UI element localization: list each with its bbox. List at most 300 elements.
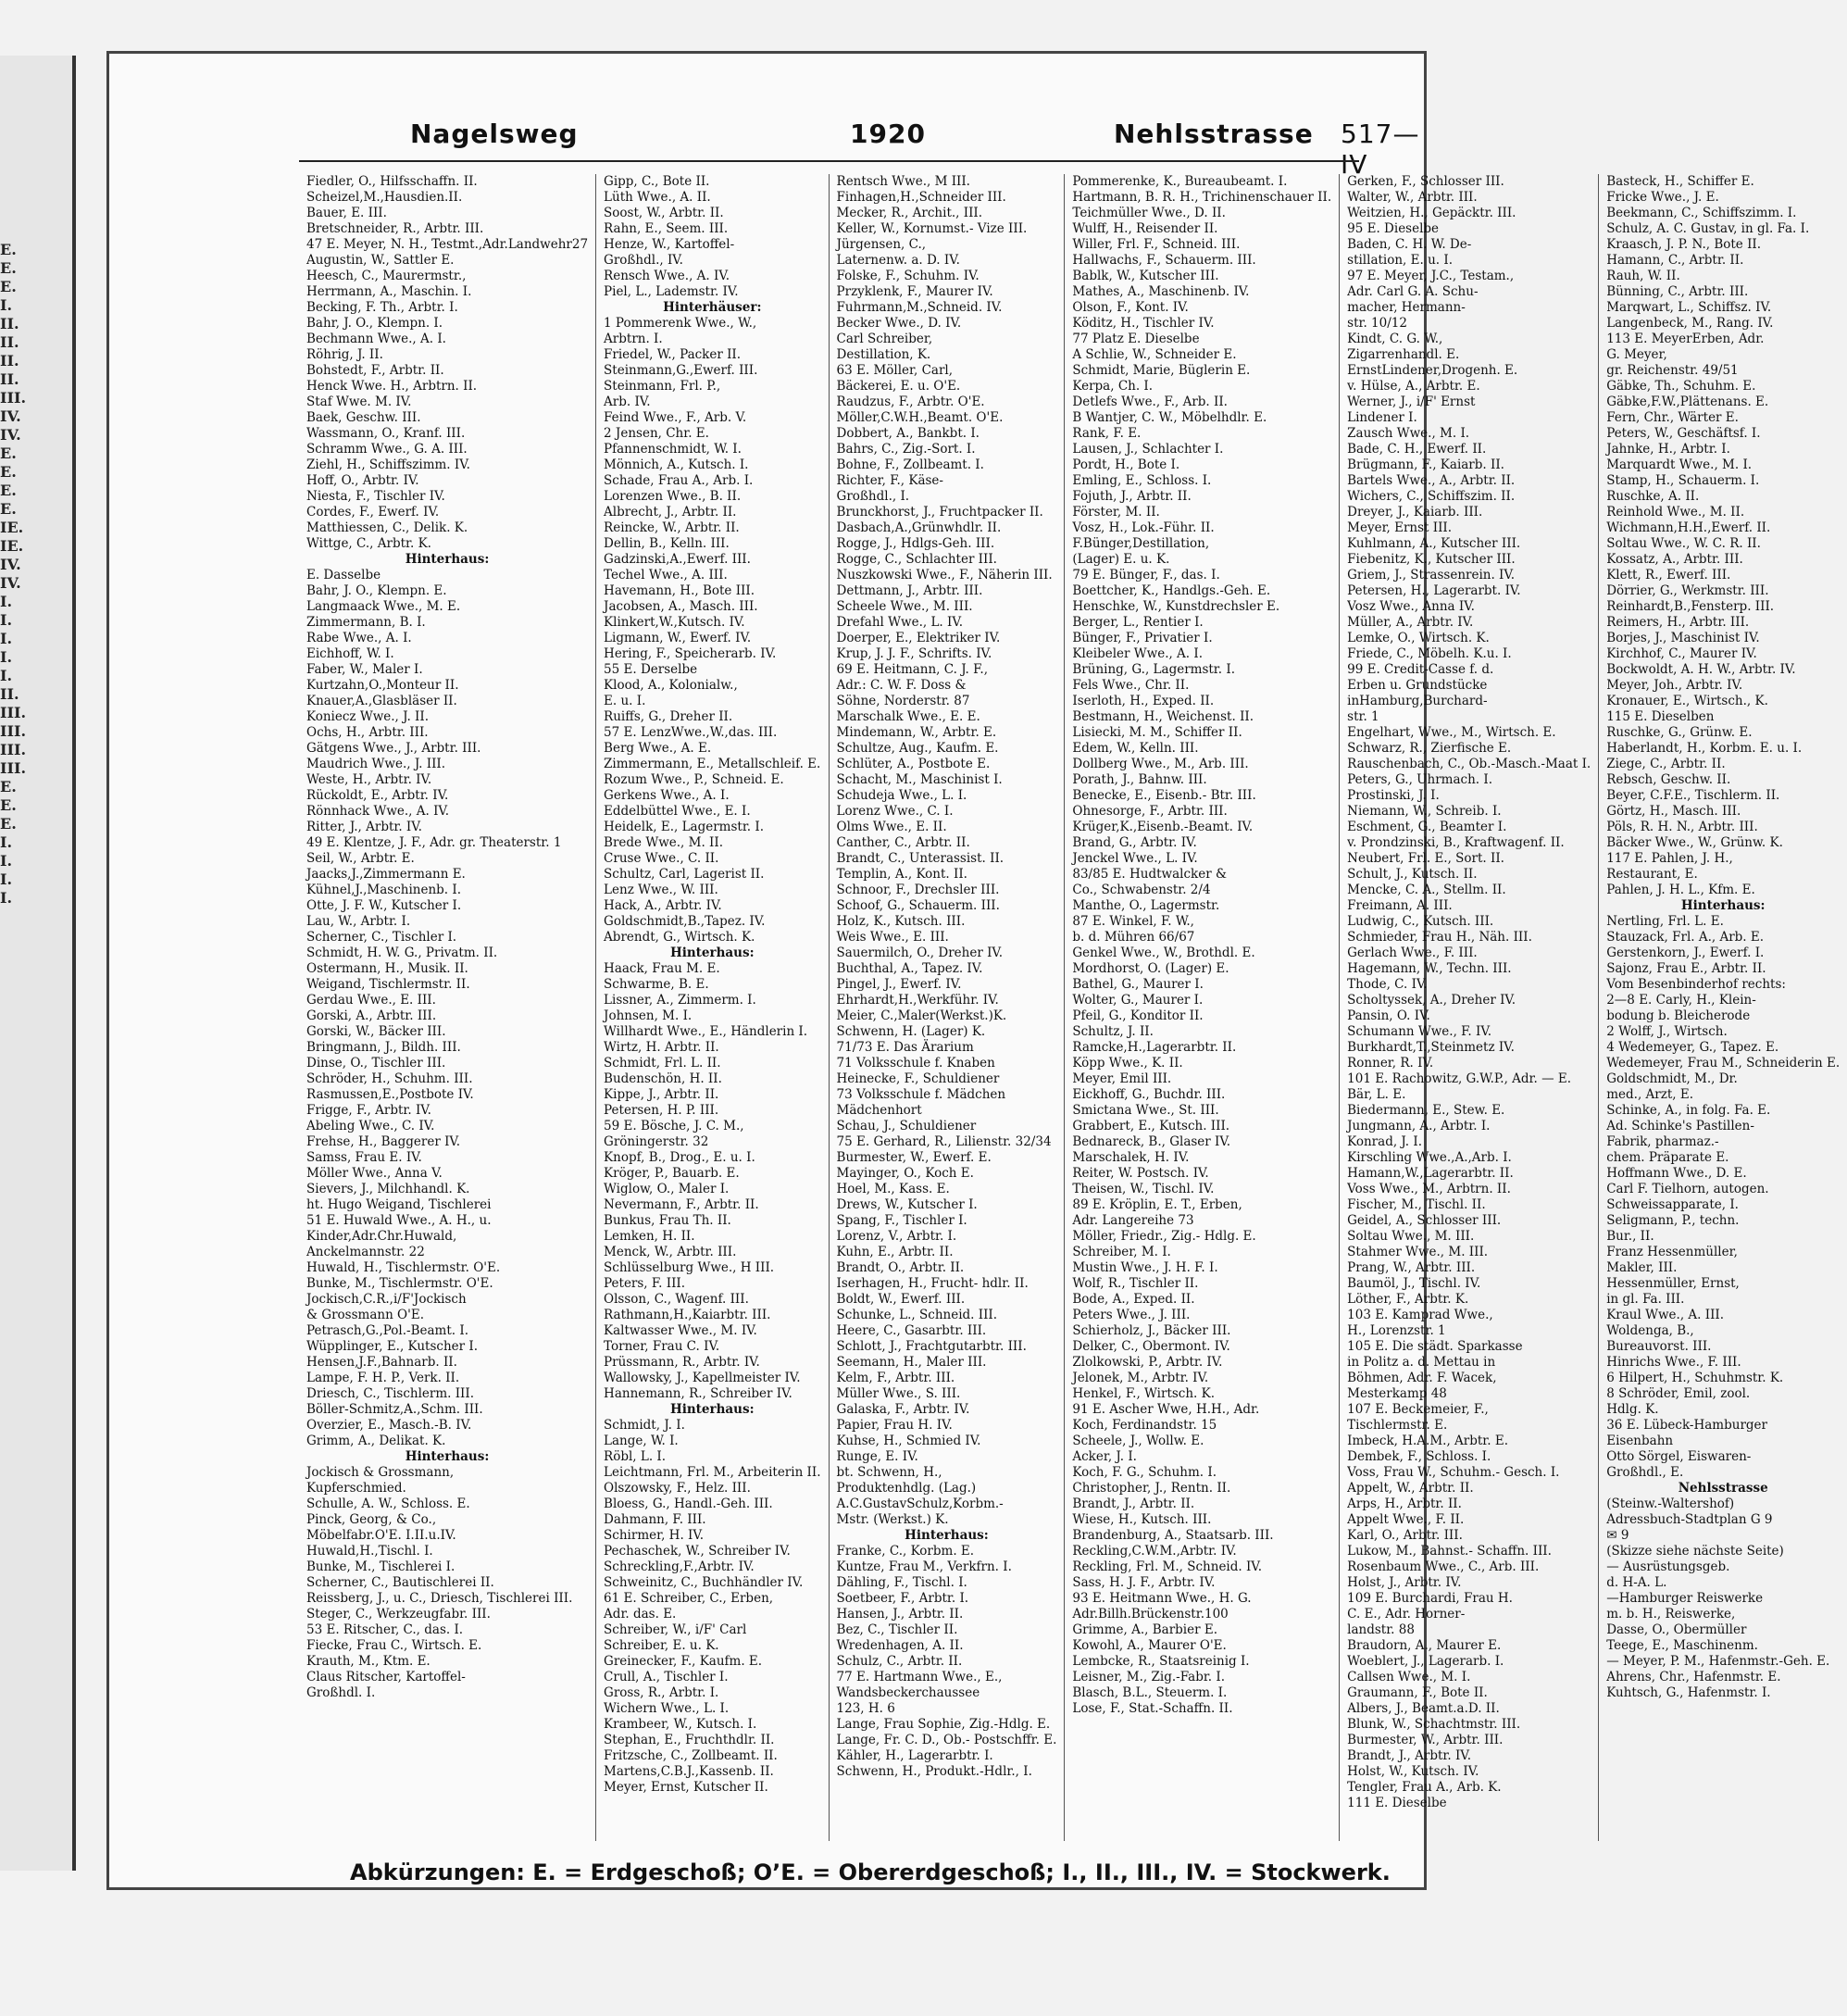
directory-entry: Schoof, G., Schauerm. III. xyxy=(836,898,1000,913)
directory-entry: Schumann Wwe., F. IV. xyxy=(1347,1024,1492,1039)
directory-entry: Budenschön, H. II. xyxy=(604,1071,722,1086)
directory-entry: Hannemann, R., Schreiber IV. xyxy=(604,1386,792,1401)
directory-entry: Henze, W., Kartoffel- xyxy=(604,237,735,252)
directory-entry: Przyklenk, F., Maurer IV. xyxy=(836,284,993,299)
directory-entry: Rank, F. E. xyxy=(1072,426,1142,441)
directory-entry: Röhrig, J. II. xyxy=(306,347,383,362)
directory-entry: Nehlsstrasse xyxy=(1678,1481,1768,1496)
adjacent-page-fragment: I. xyxy=(0,667,13,684)
directory-entry: Jacobsen, A., Masch. III. xyxy=(604,599,758,614)
directory-entry: Erben u. Grundstücke xyxy=(1347,678,1488,693)
directory-entry: Fojuth, J., Arbtr. II. xyxy=(1072,489,1192,504)
directory-entry: Jenckel Wwe., L. IV. xyxy=(1072,851,1198,866)
directory-entry: Arps, H., Arbtr. II. xyxy=(1347,1496,1462,1511)
directory-entry: Schweissapparate, I. xyxy=(1606,1197,1739,1212)
directory-entry: 49 E. Klentze, J. F., Adr. gr. Theaterstr. 1 xyxy=(306,835,562,850)
directory-entry: Becker Wwe., D. IV. xyxy=(836,316,962,331)
directory-entry: Seil, W., Arbtr. E. xyxy=(306,851,415,866)
directory-entry: Gätgens Wwe., J., Arbtr. III. xyxy=(306,741,481,756)
directory-entry: Bockwoldt, A. H. W., Arbtr. IV. xyxy=(1606,662,1796,677)
directory-entry: Sauermilch, O., Dreher IV. xyxy=(836,945,1004,960)
directory-entry: Scheele, J., Wollw. E. xyxy=(1072,1434,1204,1448)
directory-entry: Knopf, B., Drog., E. u. I. xyxy=(604,1150,755,1165)
directory-entry: gr. Reichenstr. 49/51 xyxy=(1606,363,1739,378)
directory-entry: Gerken, F., Schlosser III. xyxy=(1347,174,1504,189)
directory-entry: Köditz, H., Tischler IV. xyxy=(1072,316,1215,331)
directory-entry: Schwenn, H., Produkt.-Hdlr., I. xyxy=(836,1764,1032,1779)
adjacent-page-fragment: III. xyxy=(0,741,27,758)
directory-entry: Schreckling,F.,Arbtr. IV. xyxy=(604,1559,755,1574)
directory-entry: Schmidt, Marie, Büglerin E. xyxy=(1072,363,1251,378)
directory-entry: Brügmann, F., Kaiarb. II. xyxy=(1347,457,1504,472)
directory-entry: F.Bünger,Destillation, xyxy=(1072,536,1210,551)
directory-entry: Bunke, M., Tischlermstr. O'E. xyxy=(306,1276,493,1291)
adjacent-page-fragment: IV. xyxy=(0,407,21,425)
directory-entry: 115 E. Dieselben xyxy=(1606,709,1715,724)
directory-entry: Soltau Wwe., M. III. xyxy=(1347,1229,1475,1244)
directory-entry: Buchthal, A., Tapez. IV. xyxy=(836,961,983,976)
directory-entry: Heesch, C., Maurermstr., xyxy=(306,269,467,283)
directory-entry: Fiedler, O., Hilfsschaffn. II. xyxy=(306,174,478,189)
directory-entry: Hinterhaus: xyxy=(405,552,490,567)
directory-entry: Hinterhaus: xyxy=(905,1528,989,1543)
adjacent-page-fragment: II. xyxy=(0,333,19,351)
directory-entry: Ligmann, W., Ewerf. IV. xyxy=(604,631,752,645)
directory-entry: Tischlermstr. E. xyxy=(1347,1418,1448,1433)
directory-entry: Dinse, O., Tischler III. xyxy=(306,1056,446,1071)
directory-entry: Nertling, Frl. L. E. xyxy=(1606,914,1724,929)
directory-entry: Abrendt, G., Wirtsch. K. xyxy=(604,930,755,945)
directory-entry: Fritzsche, C., Zollbeamt. II. xyxy=(604,1748,778,1763)
directory-entry: Klinkert,W.,Kutsch. IV. xyxy=(604,615,745,630)
directory-entry: Friede, C., Möbelh. K.u. I. xyxy=(1347,646,1512,661)
directory-entry: Klood, A., Kolonialw., xyxy=(604,678,738,693)
directory-entry: Klett, R., Ewerf. III. xyxy=(1606,568,1731,582)
directory-entry: Olson, F., Kont. IV. xyxy=(1072,300,1189,315)
directory-entry: Krup, J. J. F., Schrifts. IV. xyxy=(836,646,992,661)
directory-entry: Krambeer, W., Kutsch. I. xyxy=(604,1717,757,1732)
directory-entry: 8 Schröder, Emil, zool. xyxy=(1606,1386,1751,1401)
directory-entry: Kindt, C. G. W., xyxy=(1347,332,1443,346)
directory-entry: Kuhlmann, A., Kutscher III. xyxy=(1347,536,1521,551)
directory-entry: Schlott, J., Frachtgutarbtr. III. xyxy=(836,1339,1027,1354)
directory-entry: Gross, R., Arbtr. I. xyxy=(604,1685,719,1700)
directory-entry: Bechmann Wwe., A. I. xyxy=(306,332,446,346)
adjacent-page-fragment: IE. xyxy=(0,537,24,555)
directory-entry: bodung b. Bleicherode xyxy=(1606,1008,1751,1023)
directory-entry: Runge, E. IV. xyxy=(836,1449,918,1464)
directory-entry: med., Arzt, E. xyxy=(1606,1087,1693,1102)
adjacent-page-fragment: E. xyxy=(0,241,17,258)
directory-entry: Hensen,J.F.,Bahnarb. II. xyxy=(306,1355,457,1370)
directory-entry: Scheele Wwe., M. III. xyxy=(836,599,973,614)
directory-entry: Petersen, H., Lagerarbt. IV. xyxy=(1347,583,1521,598)
directory-entry: Rabe Wwe., A. I. xyxy=(306,631,412,645)
directory-entry: Dollberg Wwe., M., Arb. III. xyxy=(1072,757,1249,771)
directory-entry: Fuhrmann,M.,Schneid. IV. xyxy=(836,300,1003,315)
directory-entry: Lenz Wwe., W. III. xyxy=(604,883,718,897)
directory-entry: Wassmann, O., Kranf. III. xyxy=(306,426,466,441)
directory-entry: Baden, C. H. W. De- xyxy=(1347,237,1472,252)
directory-entry: Petrasch,G.,Pol.-Beamt. I. xyxy=(306,1323,468,1338)
directory-entry: Jürgensen, C., xyxy=(836,237,927,252)
directory-entry: Gorski, W., Bäcker III. xyxy=(306,1024,446,1039)
directory-entry: Torner, Frau C. IV. xyxy=(604,1339,720,1354)
directory-entry: Lange, W. I. xyxy=(604,1434,679,1448)
adjacent-page-fragments xyxy=(0,241,65,908)
directory-entry: Kippe, J., Arbtr. II. xyxy=(604,1087,719,1102)
directory-entry: Bahr, J. O., Klempn. E. xyxy=(306,583,447,598)
directory-entry: in Politz a. d. Mettau in xyxy=(1347,1355,1496,1370)
directory-entry: Kaltwasser Wwe., M. IV. xyxy=(604,1323,757,1338)
directory-entry: Meier, C.,Maler(Werkst.)K. xyxy=(836,1008,1007,1023)
directory-entry: Bahr, J. O., Klempn. I. xyxy=(306,316,443,331)
directory-entry: Pechaschek, W., Schreiber IV. xyxy=(604,1544,791,1559)
directory-entry: Steger, C., Werkzeugfabr. III. xyxy=(306,1607,491,1622)
directory-entry: Gadzinski,A.,Ewerf. III. xyxy=(604,552,751,567)
directory-entry: Kirschling Wwe.,A.,Arb. I. xyxy=(1347,1150,1512,1165)
directory-entry: Wüpplinger, E., Kutscher I. xyxy=(306,1339,478,1354)
directory-column xyxy=(299,174,596,1841)
directory-entry: Reckling,C.W.M.,Arbtr. IV. xyxy=(1072,1544,1237,1559)
directory-entry: Vom Besenbinderhof rechts: xyxy=(1606,977,1786,992)
adjacent-page-fragment: I. xyxy=(0,648,13,666)
directory-entry: Mencke, C. A., Stellm. II. xyxy=(1347,883,1506,897)
directory-entry: Reinhardt,B.,Fensterp. III. xyxy=(1606,599,1775,614)
directory-entry: Berger, L., Rentier I. xyxy=(1072,615,1204,630)
directory-entry: Fricke Wwe., J. E. xyxy=(1606,190,1719,205)
directory-entry: Ritter, J., Arbtr. IV. xyxy=(306,820,422,834)
adjacent-page-fragment: I. xyxy=(0,833,13,851)
directory-entry: ht. Hugo Weigand, Tischlerei xyxy=(306,1197,492,1212)
directory-entry: Mecker, R., Archit., III. xyxy=(836,206,983,220)
directory-entry: Hagemann, W., Techn. III. xyxy=(1347,961,1512,976)
directory-entry: 2—8 E. Carly, H., Klein- xyxy=(1606,993,1756,1008)
directory-entry: Wittge, C., Arbtr. K. xyxy=(306,536,431,551)
directory-entry: Schinke, A., in folg. Fa. E. xyxy=(1606,1103,1771,1118)
directory-entry: Holz, K., Kutsch. III. xyxy=(836,914,966,929)
directory-entry: Wallowsky, J., Kapellmeister IV. xyxy=(604,1371,801,1385)
directory-entry: Rentsch Wwe., M III. xyxy=(836,174,970,189)
directory-entry: Mathes, A., Maschinenb. IV. xyxy=(1072,284,1250,299)
directory-entry: Kraasch, J. P. N., Bote II. xyxy=(1606,237,1762,252)
directory-entry: Dahmann, F. III. xyxy=(604,1512,706,1527)
directory-entry: 57 E. LenzWwe.,W.,das. III. xyxy=(604,725,778,740)
directory-entry: Krauth, M., Ktm. E. xyxy=(306,1654,431,1669)
directory-entry: Brunckhorst, J., Fruchtpacker II. xyxy=(836,505,1043,520)
directory-entry: Seemann, H., Maler III. xyxy=(836,1355,987,1370)
directory-entry: Hering, F., Speicherarb. IV. xyxy=(604,646,777,661)
directory-entry: Schwenn, H. (Lager) K. xyxy=(836,1024,986,1039)
directory-entry: Templin, A., Kont. II. xyxy=(836,867,967,882)
directory-entry: Schultz, J. II. xyxy=(1072,1024,1154,1039)
directory-entry: Raudzus, F., Arbtr. O'E. xyxy=(836,394,985,409)
directory-entry: Hamann,W.,Lagerarbtr. II. xyxy=(1347,1166,1514,1181)
directory-entry: Rönnhack Wwe., A. IV. xyxy=(306,804,450,819)
directory-entry: Walter, W., Arbtr. III. xyxy=(1347,190,1478,205)
directory-entry: Baek, Geschw. III. xyxy=(306,410,421,425)
directory-entry: Eickhoff, G., Buchdr. III. xyxy=(1072,1087,1226,1102)
directory-entry: Hamann, C., Arbtr. II. xyxy=(1606,253,1744,268)
directory-entry: Destillation, K. xyxy=(836,347,931,362)
directory-entry: Reimers, H., Arbtr. III. xyxy=(1606,615,1750,630)
directory-entry: Reissberg, J., u. C., Driesch, Tischlerei III. xyxy=(306,1591,573,1606)
directory-entry: ✉ 9 xyxy=(1606,1528,1629,1543)
directory-entry: Jaacks,J.,Zimmermann E. xyxy=(306,867,466,882)
directory-entry: C. E., Adr. Horner- xyxy=(1347,1607,1466,1622)
directory-entry: Pordt, H., Bote I. xyxy=(1072,457,1180,472)
directory-entry: Adressbuch-Stadtplan G 9 xyxy=(1606,1512,1773,1527)
header-year: 1920 xyxy=(850,119,926,149)
directory-entry: Spang, F., Tischler I. xyxy=(836,1213,967,1228)
directory-entry: Griem, J., Strassenrein. IV. xyxy=(1347,568,1516,582)
directory-entry: 79 E. Bünger, F., das. I. xyxy=(1072,568,1220,582)
directory-entry: Grabbert, E., Kutsch. III. xyxy=(1072,1119,1230,1133)
directory-entry: Steinmann,G.,Ewerf. III. xyxy=(604,363,758,378)
adjacent-page-fragment: E. xyxy=(0,463,17,481)
directory-entry: Brüning, G., Lagermstr. I. xyxy=(1072,662,1235,677)
directory-entry: Brandt, O., Arbtr. II. xyxy=(836,1260,965,1275)
directory-entry: Makler, III. xyxy=(1606,1260,1678,1275)
directory-entry: Arbtrn. I. xyxy=(604,332,663,346)
directory-entry: 109 E. Burchardi, Frau H. xyxy=(1347,1591,1513,1606)
directory-entry: Hessenmüller, Ernst, xyxy=(1606,1276,1740,1291)
directory-entry: Gerdau Wwe., E. III. xyxy=(306,993,436,1008)
directory-entry: 71/73 E. Das Ärarium xyxy=(836,1040,974,1055)
header-street-end: Nehlsstrasse xyxy=(1114,119,1314,149)
directory-entry: Bünning, C., Arbtr. III. xyxy=(1606,284,1749,299)
directory-entry: Grimm, A., Delikat. K. xyxy=(306,1434,446,1448)
directory-entry: Bretschneider, R., Arbtr. III. xyxy=(306,221,484,236)
directory-entry: Peters, F. III. xyxy=(604,1276,686,1291)
directory-entry: Hack, A., Arbtr. IV. xyxy=(604,898,722,913)
directory-entry: Schramm Wwe., G. A. III. xyxy=(306,442,468,457)
directory-entry: Fiebenitz, K., Kutscher III. xyxy=(1347,552,1516,567)
directory-entry: Edem, W., Kelln. III. xyxy=(1072,741,1199,756)
directory-entry: Emling, E., Schloss. I. xyxy=(1072,473,1212,488)
directory-entry: Rebsch, Geschw. II. xyxy=(1606,772,1731,787)
directory-entry: Gipp, C., Bote II. xyxy=(604,174,710,189)
directory-entry: Bednareck, B., Glaser IV. xyxy=(1072,1134,1231,1149)
directory-entry: Iserloth, H., Exped. II. xyxy=(1072,694,1215,708)
directory-entry: Bär, L. E. xyxy=(1347,1087,1406,1102)
directory-entry: d. H-A. L. xyxy=(1606,1575,1667,1590)
directory-entry: Kronauer, E., Wirtsch., K. xyxy=(1606,694,1768,708)
directory-entry: Löther, F., Arbtr. K. xyxy=(1347,1292,1469,1307)
directory-entry: Holst, W., Kutsch. IV. xyxy=(1347,1764,1479,1779)
directory-entry: Ruschke, G., Grünw. E. xyxy=(1606,725,1753,740)
directory-entry: Dörrier, G., Werkmstr. III. xyxy=(1606,583,1769,598)
directory-entry: Dasbach,A.,Grünwhdlr. II. xyxy=(836,520,1002,535)
directory-entry: Kupferschmied. xyxy=(306,1481,406,1496)
directory-entry: Claus Ritscher, Kartoffel- xyxy=(306,1670,466,1684)
directory-entry: Heinecke, F., Schuldiener xyxy=(836,1071,1000,1086)
directory-entry: Schweinitz, C., Buchhändler IV. xyxy=(604,1575,804,1590)
directory-entry: Ruschke, A. II. xyxy=(1606,489,1700,504)
directory-entry: Adr. Langereihe 73 xyxy=(1072,1213,1194,1228)
directory-entry: m. b. H., Reiswerke, xyxy=(1606,1607,1736,1622)
directory-entry: Vosz Wwe., Anna IV. xyxy=(1347,599,1475,614)
directory-entry: macher, Hermann- xyxy=(1347,300,1466,315)
directory-entry: Brandt, C., Unterassist. II. xyxy=(836,851,1005,866)
directory-entry: Holst, J., Arbtr. IV. xyxy=(1347,1575,1462,1590)
directory-entry: Beyer, C.F.E., Tischlerm. II. xyxy=(1606,788,1780,803)
directory-entry: Neubert, Frl. E., Sort. II. xyxy=(1347,851,1504,866)
directory-entry: Hinterhaus: xyxy=(405,1449,490,1464)
adjacent-page-fragment: E. xyxy=(0,815,17,833)
directory-entry: Weigand, Tischlermstr. II. xyxy=(306,977,470,992)
directory-entry: Großhdl., I. xyxy=(836,489,910,504)
directory-entry: v. Hülse, A., Arbtr. E. xyxy=(1347,379,1480,394)
directory-entry: Wichers, C., Schiffszim. II. xyxy=(1347,489,1516,504)
directory-entry: Ochs, H., Arbtr. III. xyxy=(306,725,429,740)
directory-entry: Bloess, G., Handl.-Geh. III. xyxy=(604,1496,773,1511)
directory-entry: Adr.Billh.Brückenstr.100 xyxy=(1072,1607,1229,1622)
directory-entry: Bartels Wwe., A., Arbtr. II. xyxy=(1347,473,1516,488)
directory-entry: Hoff, O., Arbtr. IV. xyxy=(306,473,419,488)
directory-entry: Pahlen, J. H. L., Kfm. E. xyxy=(1606,883,1755,897)
directory-entry: Bestmann, H., Weichenst. II. xyxy=(1072,709,1254,724)
directory-entry: Gerkens Wwe., A. I. xyxy=(604,788,730,803)
directory-entry: Reckling, Frl. M., Schneid. IV. xyxy=(1072,1559,1262,1574)
directory-entry: 87 E. Winkel, F. W., xyxy=(1072,914,1194,929)
directory-entry: Christopher, J., Rentn. II. xyxy=(1072,1481,1231,1496)
directory-entry: Seligmann, P., techn. xyxy=(1606,1213,1740,1228)
directory-entry: Rosenbaum Wwe., C., Arb. III. xyxy=(1347,1559,1540,1574)
directory-entry: Delker, C., Obermont. IV. xyxy=(1072,1339,1230,1354)
directory-entry: Eddelbüttel Wwe., E. I. xyxy=(604,804,751,819)
directory-entry: Gröningerstr. 32 xyxy=(604,1134,709,1149)
directory-entry: Boldt, W., Ewerf. III. xyxy=(836,1292,966,1307)
directory-entry: Lukow, M., Bahnst.- Schaffn. III. xyxy=(1347,1544,1552,1559)
directory-entry: Zausch Wwe., M. I. xyxy=(1347,426,1470,441)
directory-entry: Mädchenhort xyxy=(836,1103,922,1118)
adjacent-page-fragment: III. xyxy=(0,722,27,740)
directory-entry: Steinmann, Frl. P., xyxy=(604,379,721,394)
directory-entry: Mstr. (Werkst.) K. xyxy=(836,1512,949,1527)
directory-entry: Hoel, M., Kass. E. xyxy=(836,1182,950,1196)
directory-entry: Drefahl Wwe., L. IV. xyxy=(836,615,964,630)
directory-entry: Scherner, C., Bautischlerei II. xyxy=(306,1575,494,1590)
directory-entry: Gorski, A., Arbtr. III. xyxy=(306,1008,437,1023)
directory-entry: Detlefs Wwe., F., Arb. II. xyxy=(1072,394,1228,409)
directory-entry: Karl, O., Arbtr. III. xyxy=(1347,1528,1463,1543)
directory-entry: Overzier, E., Masch.-B. IV. xyxy=(306,1418,472,1433)
header-rule xyxy=(299,160,1359,162)
directory-entry: Dähling, F., Tischl. I. xyxy=(836,1575,967,1590)
directory-entry: Olszowsky, F., Helz. III. xyxy=(604,1481,751,1496)
directory-entry: 36 E. Lübeck-Hamburger xyxy=(1606,1418,1767,1433)
directory-entry: Voss Wwe., M., Arbtrn. II. xyxy=(1347,1182,1511,1196)
directory-entry: Frigge, F., Arbtr. IV. xyxy=(306,1103,431,1118)
directory-entry: in gl. Fa. III. xyxy=(1606,1292,1685,1307)
directory-entry: Restaurant, E. xyxy=(1606,867,1698,882)
directory-entry: b. d. Mühren 66/67 xyxy=(1072,930,1195,945)
directory-entry: Lisiecki, M. M., Schiffer II. xyxy=(1072,725,1242,740)
directory-entry: Hartmann, B. R. H., Trichinenschauer II. xyxy=(1072,190,1332,205)
directory-entry: Schirmer, H. IV. xyxy=(604,1528,705,1543)
adjacent-page-fragment: III. xyxy=(0,704,27,721)
directory-entry: —Hamburger Reiswerke xyxy=(1606,1591,1764,1606)
directory-entry: 2 Jensen, Chr. E. xyxy=(604,426,709,441)
directory-entry: Schulle, A. W., Schloss. E. xyxy=(306,1496,470,1511)
directory-entry: Schierholz, J., Bäcker III. xyxy=(1072,1323,1231,1338)
directory-entry: Bohstedt, F., Arbtr. II. xyxy=(306,363,444,378)
directory-entry: Bäcker Wwe., W., Grünw. K. xyxy=(1606,835,1783,850)
adjacent-page-fragment: E. xyxy=(0,796,17,814)
adjacent-page-edge xyxy=(0,56,76,1871)
directory-entry: Kurtzahn,O.,Monteur II. xyxy=(306,678,459,693)
directory-entry: (Skizze siehe nächste Seite) xyxy=(1606,1544,1784,1559)
directory-entry: Lange, Fr. C. D., Ob.- Postschffr. E. xyxy=(836,1733,1057,1747)
directory-entry: Peters, G., Uhrmach. I. xyxy=(1347,772,1492,787)
directory-entry: Grimme, A., Barbier E. xyxy=(1072,1622,1217,1637)
directory-entry: Marschalek, H. IV. xyxy=(1072,1150,1190,1165)
directory-entry: Folske, F., Schuhm. IV. xyxy=(836,269,980,283)
directory-entry: Lembcke, R., Staatsreinig I. xyxy=(1072,1654,1250,1669)
directory-entry: 91 E. Ascher Wwe, H.H., Adr. xyxy=(1072,1402,1260,1417)
directory-entry: Schwarme, B. E. xyxy=(604,977,709,992)
directory-entry: (Steinw.-Waltershof) xyxy=(1606,1496,1735,1511)
directory-entry: Theisen, W., Tischl. IV. xyxy=(1072,1182,1215,1196)
directory-entry: Herrmann, A., Maschin. I. xyxy=(306,284,472,299)
directory-entry: Schmidt, J. I. xyxy=(604,1418,685,1433)
directory-entry: Rauschenbach, C., Ob.-Masch.-Maat I. xyxy=(1347,757,1591,771)
directory-entry: 6 Hilpert, H., Schuhmstr. K. xyxy=(1606,1371,1784,1385)
directory-entry: Krüger,K.,Eisenb.-Beamt. IV. xyxy=(1072,820,1254,834)
directory-entry: Bablk, W., Kutscher III. xyxy=(1072,269,1219,283)
directory-entry: stillation, E. u. I. xyxy=(1347,253,1453,268)
directory-entry: Doerper, E., Elektriker IV. xyxy=(836,631,1001,645)
directory-entry: Sass, H. J. F., Arbtr. IV. xyxy=(1072,1575,1216,1590)
directory-entry: Sajonz, Frau E., Arbtr. II. xyxy=(1606,961,1766,976)
directory-entry: Imbeck, H.A.M., Arbtr. E. xyxy=(1347,1434,1508,1448)
directory-entry: Menck, W., Arbtr. III. xyxy=(604,1245,737,1259)
directory-entry: Co., Schwabenstr. 2/4 xyxy=(1072,883,1211,897)
directory-entry: Pöls, R. H. N., Arbtr. III. xyxy=(1606,820,1758,834)
directory-entry: Leisner, M., Zig.-Fabr. I. xyxy=(1072,1670,1226,1684)
directory-entry: Koch, F. G., Schuhm. I. xyxy=(1072,1465,1217,1480)
directory-entry: Burmester, W., Ewerf. E. xyxy=(836,1150,992,1165)
directory-entry: 95 E. Dieselbe xyxy=(1347,221,1440,236)
directory-column xyxy=(830,174,1066,1841)
directory-entry: 63 E. Möller, Carl, xyxy=(836,363,954,378)
directory-entry: Kühnel,J.,Maschinenb. I. xyxy=(306,883,462,897)
directory-entry: Weis Wwe., E. III. xyxy=(836,930,949,945)
directory-entry: Prostinski, J. I. xyxy=(1347,788,1440,803)
directory-entry: Brand, G., Arbtr. IV. xyxy=(1072,835,1197,850)
directory-entry: 83/85 E. Hudtwalcker & xyxy=(1072,867,1227,882)
adjacent-page-fragment: IV. xyxy=(0,556,21,573)
directory-entry: str. 10/12 xyxy=(1347,316,1407,331)
directory-entry: B Wantjer, C. W., Möbelhdlr. E. xyxy=(1072,410,1267,425)
directory-entry: Ehrhardt,H.,Werkführ. IV. xyxy=(836,993,999,1008)
directory-entry: Kähler, H., Lagerarbtr. I. xyxy=(836,1748,993,1763)
directory-entry: Huwald,H.,Tischl. I. xyxy=(306,1544,433,1559)
directory-entry: Rogge, C., Schlachter III. xyxy=(836,552,997,567)
directory-entry: Havemann, H., Bote III. xyxy=(604,583,755,598)
directory-entry: Wolter, G., Maurer I. xyxy=(1072,993,1204,1008)
directory-entry: Rogge, J., Hdlgs-Geh. III. xyxy=(836,536,995,551)
directory-entry: Großhdl., E. xyxy=(1606,1465,1684,1480)
directory-entry: Albers, J., Beamt.a.D. II. xyxy=(1347,1701,1500,1716)
directory-entry: Förster, M. II. xyxy=(1072,505,1160,520)
directory-entry: Kelm, F., Arbtr. III. xyxy=(836,1371,955,1385)
directory-entry: 53 E. Ritscher, C., das. I. xyxy=(306,1622,464,1637)
directory-entry: Hdlg. K. xyxy=(1606,1402,1659,1417)
directory-entry: Langmaack Wwe., M. E. xyxy=(306,599,461,614)
directory-entry: Kröger, P., Bauarb. E. xyxy=(604,1166,740,1181)
